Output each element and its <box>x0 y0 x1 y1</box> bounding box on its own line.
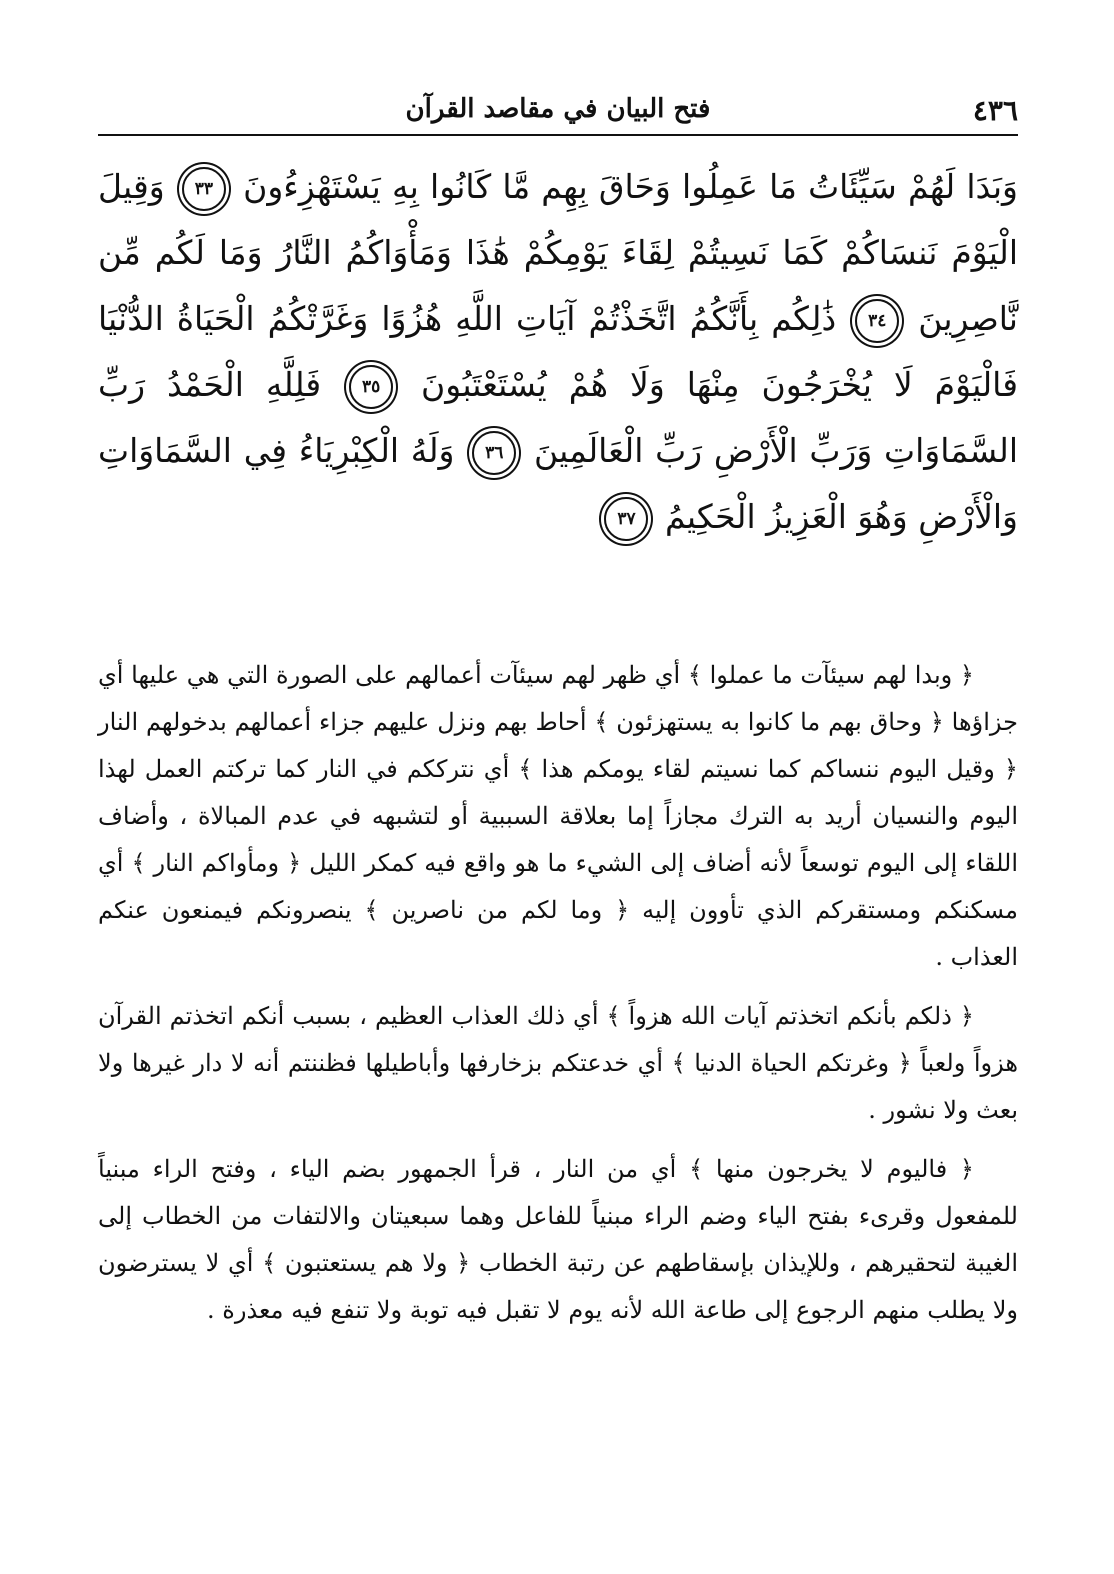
ayah-text: وَبَدَا لَهُمْ سَيِّئَاتُ مَا عَمِلُوا وَحَاقَ بِهِم مَّا كَانُوا بِهِ يَسْتَهْزِءُونَ <box>243 167 1018 206</box>
ayah-number-marker: ٣٥ <box>349 365 393 409</box>
commentary-paragraph: ﴿ وبدا لهم سيئآت ما عملوا ﴾ أي ظهر لهم سيئآت أعمالهم على الصورة التي هي عليها أي جزاؤها ﴿ وحاق بهم ما كانوا به يستهزئون ﴾ أحاط بهم ونزل عليهم جزاء أعمالهم بدخولهم النار ﴿ وقيل اليوم ننساكم كما نسيتم لقاء يومكم هذا ﴾ أي نترككم في النار كما تركتم العمل لهذا اليوم والنسيان أريد به الترك مجازاً إما بعلاقة السببية أو لتشبهه في عدم المبالاة ، وأضاف اللقاء إلى اليوم توسعاً لأنه أضاف إلى الشيء ما هو واقع فيه كمكر الليل ﴿ ومأواكم النار ﴾ أي مسكنكم ومستقركم الذي تأوون إليه ﴿ وما لكم من ناصرين ﴾ ينصرونكم فيمنعون عنكم العذاب . <box>98 661 1018 971</box>
commentary-paragraph: ﴿ فاليوم لا يخرجون منها ﴾ أي من النار ، قرأ الجمهور بضم الياء ، وفتح الراء مبنياً للمفعول وقرىء بفتح الياء وضم الراء مبنياً للفاعل وهما سبعيتان والالتفات من الخطاب إلى الغيبة لتحقيرهم ، وللإيذان بإسقاطهم عن رتبة الخطاب ﴿ ولا هم يستعتبون ﴾ أي لا يسترضون ولا يطلب منهم الرجوع إلى طاعة الله لأنه يوم لا تقبل فيه توبة ولا تنفع فيه معذرة . <box>98 1155 1018 1324</box>
book-page <box>98 88 1018 1528</box>
tafsir-commentary <box>98 652 1018 1334</box>
quran-verses-block <box>98 154 1018 550</box>
running-header <box>98 88 1018 136</box>
ayah-number-marker: ٣٣ <box>182 167 226 211</box>
ayah-number-marker: ٣٧ <box>604 497 648 541</box>
page-number: ٤٣٦ <box>972 94 1018 127</box>
book-title: فتح البيان في مقاصد القرآن <box>405 94 711 124</box>
ayah-text: فَلِلَّهِ الْحَمْدُ رَبِّ السَّمَاوَاتِ وَرَبِّ الْأَرْضِ رَبِّ الْعَالَمِينَ <box>98 365 1018 470</box>
ayah-text: وَقِيلَ الْيَوْمَ نَنسَاكُمْ كَمَا نَسِيتُمْ لِقَاءَ يَوْمِكُمْ هَٰذَا وَمَأْوَاكُمُ النَّارُ وَمَا لَكُم مِّن نَّاصِرِينَ <box>98 167 1018 338</box>
ayah-text: ذَٰلِكُم بِأَنَّكُمُ اتَّخَذْتُمْ آيَاتِ اللَّهِ هُزُوًا وَغَرَّتْكُمُ الْحَيَاةُ الدُّنْيَا فَالْيَوْمَ لَا يُخْرَجُونَ مِنْهَا وَلَا هُمْ يُسْتَعْتَبُونَ <box>98 299 1018 404</box>
commentary-paragraph: ﴿ ذلكم بأنكم اتخذتم آيات الله هزواً ﴾ أي ذلك العذاب العظيم ، بسبب أنكم اتخذتم القرآن هزواً ولعباً ﴿ وغرتكم الحياة الدنيا ﴾ أي خدعتكم بزخارفها وأباطيلها فظننتم أنه لا دار غيرها ولا بعث ولا نشور . <box>98 1002 1018 1124</box>
ayah-number-marker: ٣٤ <box>855 299 899 343</box>
ayah-number-marker: ٣٦ <box>472 431 516 475</box>
ayah-text: وَلَهُ الْكِبْرِيَاءُ فِي السَّمَاوَاتِ وَالْأَرْضِ وَهُوَ الْعَزِيزُ الْحَكِيمُ <box>98 431 1018 536</box>
